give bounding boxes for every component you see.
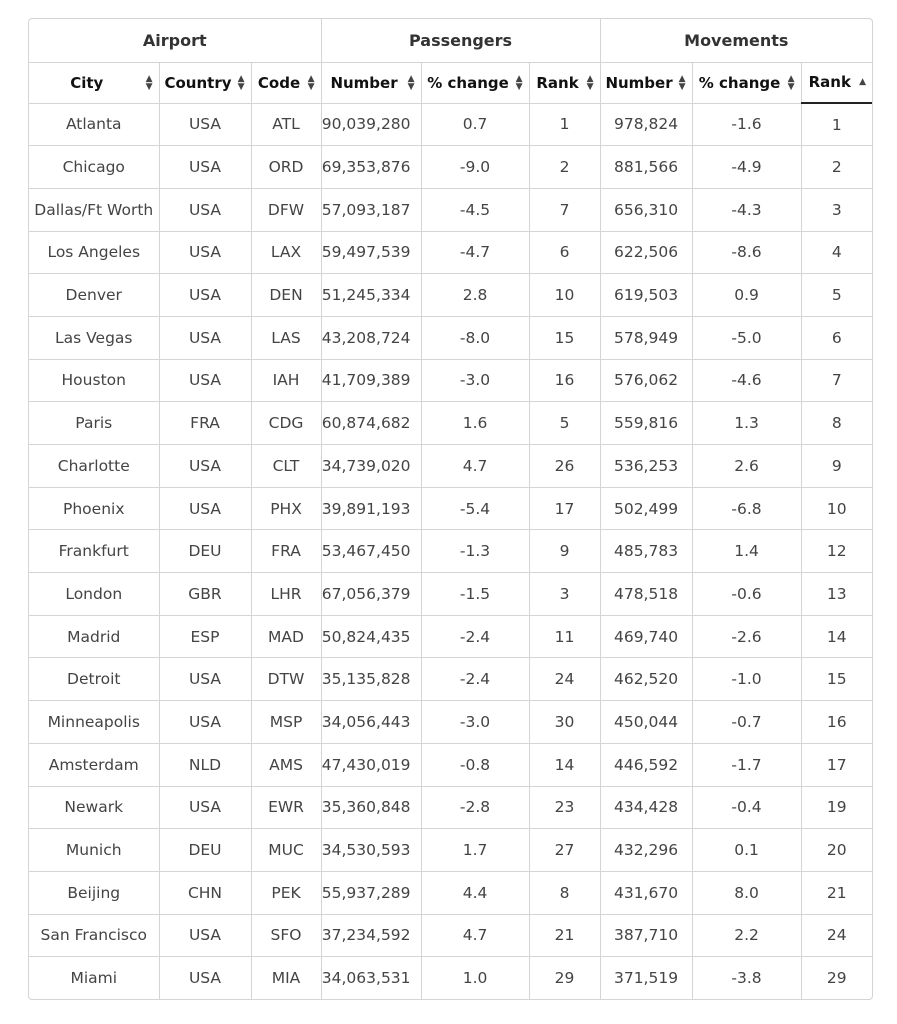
col-passengers-change-header[interactable] [421,62,529,103]
passengers-rank-cell: 23 [529,786,600,829]
movements-rank-cell: 7 [801,359,872,402]
country-cell: USA [159,274,251,317]
passengers-rank-cell: 5 [529,402,600,445]
passengers-number-cell: 51,245,334 [321,274,421,317]
city-cell: Detroit [29,658,159,701]
movements-number-cell: 462,520 [600,658,692,701]
table-row [29,359,872,402]
passengers-rank-cell: 8 [529,871,600,914]
country-cell: USA [159,957,251,1000]
passengers-rank-cell: 17 [529,487,600,530]
passengers-change-cell: -9.0 [421,146,529,189]
passengers-rank-cell: 30 [529,701,600,744]
table-body [29,103,872,999]
movements-rank-cell: 4 [801,231,872,274]
city-cell: Madrid [29,615,159,658]
sort-both-icon: ▲ ▼ [515,73,523,92]
column-header-label: Number [605,73,673,92]
passengers-change-cell: -0.8 [421,743,529,786]
group-passengers: Passengers [321,19,600,62]
movements-rank-cell: 15 [801,658,872,701]
movements-rank-cell: 1 [801,103,872,146]
table-row [29,914,872,957]
movements-rank-cell: 6 [801,316,872,359]
code-cell: MUC [251,829,321,872]
airport-table [29,19,872,999]
movements-change-cell: -0.6 [692,573,801,616]
code-cell: FRA [251,530,321,573]
country-cell: DEU [159,530,251,573]
code-cell: IAH [251,359,321,402]
passengers-change-cell: -3.0 [421,701,529,744]
movements-change-cell: -1.0 [692,658,801,701]
passengers-rank-cell: 1 [529,103,600,146]
city-cell: Frankfurt [29,530,159,573]
column-header-label: Number [330,73,398,92]
passengers-change-cell: 2.8 [421,274,529,317]
group-header-row [29,19,872,62]
city-cell: Beijing [29,871,159,914]
col-passengers-number-header[interactable] [321,62,421,103]
passengers-rank-cell: 29 [529,957,600,1000]
passengers-number-cell: 35,135,828 [321,658,421,701]
col-code-header[interactable] [251,62,321,103]
code-cell: ATL [251,103,321,146]
movements-change-cell: 0.9 [692,274,801,317]
passengers-number-cell: 43,208,724 [321,316,421,359]
passengers-rank-cell: 10 [529,274,600,317]
movements-rank-cell: 8 [801,402,872,445]
code-cell: MAD [251,615,321,658]
passengers-change-cell: -3.0 [421,359,529,402]
movements-rank-cell: 12 [801,530,872,573]
passengers-number-cell: 69,353,876 [321,146,421,189]
city-cell: Denver [29,274,159,317]
col-movements-rank-header[interactable] [801,62,872,103]
passengers-rank-cell: 7 [529,188,600,231]
movements-change-cell: -0.4 [692,786,801,829]
column-header-label: % change [427,73,509,92]
passengers-number-cell: 50,824,435 [321,615,421,658]
movements-change-cell: 0.1 [692,829,801,872]
passengers-change-cell: -8.0 [421,316,529,359]
code-cell: DFW [251,188,321,231]
country-cell: USA [159,914,251,957]
passengers-change-cell: -4.7 [421,231,529,274]
passengers-number-cell: 57,093,187 [321,188,421,231]
passengers-change-cell: -2.4 [421,615,529,658]
movements-rank-cell: 14 [801,615,872,658]
table-row [29,786,872,829]
movements-rank-cell: 24 [801,914,872,957]
code-cell: PEK [251,871,321,914]
movements-change-cell: 2.6 [692,445,801,488]
movements-number-cell: 485,783 [600,530,692,573]
table-row [29,957,872,1000]
passengers-change-cell: 1.0 [421,957,529,1000]
movements-change-cell: -1.6 [692,103,801,146]
movements-rank-cell: 10 [801,487,872,530]
city-cell: Amsterdam [29,743,159,786]
col-passengers-rank-header[interactable] [529,62,600,103]
code-cell: LHR [251,573,321,616]
sort-both-icon: ▲ ▼ [586,73,594,92]
movements-number-cell: 576,062 [600,359,692,402]
country-cell: USA [159,316,251,359]
movements-number-cell: 559,816 [600,402,692,445]
movements-rank-cell: 5 [801,274,872,317]
passengers-change-cell: -4.5 [421,188,529,231]
code-cell: SFO [251,914,321,957]
passengers-rank-cell: 14 [529,743,600,786]
country-cell: USA [159,103,251,146]
country-cell: USA [159,231,251,274]
city-cell: Miami [29,957,159,1000]
passengers-rank-cell: 9 [529,530,600,573]
table-row [29,445,872,488]
movements-change-cell: -2.6 [692,615,801,658]
table-row [29,274,872,317]
column-header-label: Code [257,73,301,92]
passengers-change-cell: -2.8 [421,786,529,829]
sort-both-icon: ▲ ▼ [145,73,153,92]
passengers-rank-cell: 3 [529,573,600,616]
movements-change-cell: -4.9 [692,146,801,189]
movements-change-cell: -5.0 [692,316,801,359]
code-cell: PHX [251,487,321,530]
movements-rank-cell: 3 [801,188,872,231]
passengers-rank-cell: 2 [529,146,600,189]
sort-both-icon: ▲ ▼ [237,73,245,92]
country-cell: USA [159,658,251,701]
city-cell: Las Vegas [29,316,159,359]
table-row [29,487,872,530]
country-cell: USA [159,445,251,488]
country-cell: USA [159,146,251,189]
country-cell: DEU [159,829,251,872]
passengers-rank-cell: 24 [529,658,600,701]
column-header-label: % change [698,73,781,92]
city-cell: Paris [29,402,159,445]
passengers-number-cell: 34,530,593 [321,829,421,872]
movements-number-cell: 431,670 [600,871,692,914]
city-cell: Phoenix [29,487,159,530]
group-movements: Movements [600,19,872,62]
movements-change-cell: -0.7 [692,701,801,744]
table-row [29,188,872,231]
sort-both-icon: ▲ ▼ [407,73,415,92]
table-row [29,829,872,872]
country-cell: FRA [159,402,251,445]
passengers-number-cell: 35,360,848 [321,786,421,829]
passengers-change-cell: 1.7 [421,829,529,872]
code-cell: LAX [251,231,321,274]
passengers-rank-cell: 21 [529,914,600,957]
passengers-change-cell: 4.4 [421,871,529,914]
movements-rank-cell: 21 [801,871,872,914]
passengers-number-cell: 55,937,289 [321,871,421,914]
code-cell: LAS [251,316,321,359]
movements-number-cell: 478,518 [600,573,692,616]
passengers-rank-cell: 16 [529,359,600,402]
movements-number-cell: 371,519 [600,957,692,1000]
country-cell: USA [159,359,251,402]
column-header-row [29,62,872,103]
movements-rank-cell: 20 [801,829,872,872]
passengers-number-cell: 60,874,682 [321,402,421,445]
code-cell: CLT [251,445,321,488]
movements-rank-cell: 16 [801,701,872,744]
passengers-number-cell: 59,497,539 [321,231,421,274]
sort-both-icon: ▲ ▼ [678,73,686,92]
passengers-change-cell: -1.3 [421,530,529,573]
passengers-change-cell: 0.7 [421,103,529,146]
code-cell: EWR [251,786,321,829]
movements-change-cell: -1.7 [692,743,801,786]
column-header-label: Country [164,73,232,92]
passengers-rank-cell: 27 [529,829,600,872]
passengers-change-cell: -5.4 [421,487,529,530]
passengers-number-cell: 90,039,280 [321,103,421,146]
passengers-change-cell: 4.7 [421,445,529,488]
city-cell: Los Angeles [29,231,159,274]
country-cell: NLD [159,743,251,786]
movements-number-cell: 656,310 [600,188,692,231]
code-cell: AMS [251,743,321,786]
sort-both-icon: ▲ ▼ [787,73,795,92]
movements-number-cell: 978,824 [600,103,692,146]
movements-number-cell: 450,044 [600,701,692,744]
table-row [29,658,872,701]
movements-rank-cell: 17 [801,743,872,786]
country-cell: GBR [159,573,251,616]
col-movements-change-header[interactable] [692,62,801,103]
country-cell: USA [159,701,251,744]
movements-rank-cell: 13 [801,573,872,616]
passengers-change-cell: -2.4 [421,658,529,701]
passengers-rank-cell: 6 [529,231,600,274]
table-row [29,316,872,359]
movements-number-cell: 536,253 [600,445,692,488]
movements-number-cell: 622,506 [600,231,692,274]
passengers-number-cell: 34,739,020 [321,445,421,488]
movements-change-cell: 1.3 [692,402,801,445]
passengers-rank-cell: 26 [529,445,600,488]
movements-change-cell: 1.4 [692,530,801,573]
passengers-number-cell: 47,430,019 [321,743,421,786]
code-cell: CDG [251,402,321,445]
country-cell: ESP [159,615,251,658]
movements-number-cell: 434,428 [600,786,692,829]
movements-rank-cell: 19 [801,786,872,829]
code-cell: DTW [251,658,321,701]
passengers-number-cell: 34,056,443 [321,701,421,744]
city-cell: Houston [29,359,159,402]
table-row [29,871,872,914]
table-row [29,743,872,786]
table-row [29,103,872,146]
table-row [29,615,872,658]
city-cell: Atlanta [29,103,159,146]
city-cell: Newark [29,786,159,829]
country-cell: USA [159,786,251,829]
code-cell: ORD [251,146,321,189]
city-cell: Munich [29,829,159,872]
table-row [29,701,872,744]
col-country-header[interactable] [159,62,251,103]
passengers-number-cell: 39,891,193 [321,487,421,530]
passengers-change-cell: 1.6 [421,402,529,445]
movements-change-cell: -8.6 [692,231,801,274]
movements-change-cell: -3.8 [692,957,801,1000]
passengers-number-cell: 34,063,531 [321,957,421,1000]
country-cell: CHN [159,871,251,914]
passengers-number-cell: 41,709,389 [321,359,421,402]
city-cell: Minneapolis [29,701,159,744]
passengers-change-cell: 4.7 [421,914,529,957]
table-row [29,402,872,445]
movements-number-cell: 881,566 [600,146,692,189]
city-cell: Chicago [29,146,159,189]
movements-number-cell: 432,296 [600,829,692,872]
passengers-rank-cell: 15 [529,316,600,359]
movements-rank-cell: 2 [801,146,872,189]
group-airport: Airport [29,19,321,62]
city-cell: Charlotte [29,445,159,488]
table-row [29,231,872,274]
movements-change-cell: 2.2 [692,914,801,957]
movements-change-cell: -6.8 [692,487,801,530]
movements-number-cell: 387,710 [600,914,692,957]
sort-ascending-icon: ▲ [859,77,867,88]
movements-rank-cell: 9 [801,445,872,488]
col-city-header[interactable] [29,62,159,103]
country-cell: USA [159,487,251,530]
movements-number-cell: 502,499 [600,487,692,530]
passengers-number-cell: 53,467,450 [321,530,421,573]
movements-change-cell: -4.3 [692,188,801,231]
passengers-number-cell: 67,056,379 [321,573,421,616]
movements-number-cell: 578,949 [600,316,692,359]
code-cell: MSP [251,701,321,744]
country-cell: USA [159,188,251,231]
sort-both-icon: ▲ ▼ [307,73,315,92]
movements-change-cell: 8.0 [692,871,801,914]
passengers-rank-cell: 11 [529,615,600,658]
column-header-label: City [70,73,104,92]
movements-change-cell: -4.6 [692,359,801,402]
code-cell: DEN [251,274,321,317]
table-row [29,530,872,573]
city-cell: Dallas/Ft Worth [29,188,159,231]
code-cell: MIA [251,957,321,1000]
column-header-label: Rank [808,73,851,92]
movements-number-cell: 469,740 [600,615,692,658]
movements-number-cell: 446,592 [600,743,692,786]
city-cell: San Francisco [29,914,159,957]
column-header-label: Rank [536,73,579,92]
passengers-change-cell: -1.5 [421,573,529,616]
movements-number-cell: 619,503 [600,274,692,317]
airport-table-container [28,18,873,1000]
city-cell: London [29,573,159,616]
table-row [29,573,872,616]
passengers-number-cell: 37,234,592 [321,914,421,957]
col-movements-number-header[interactable] [600,62,692,103]
movements-rank-cell: 29 [826,969,847,988]
table-row [29,146,872,189]
